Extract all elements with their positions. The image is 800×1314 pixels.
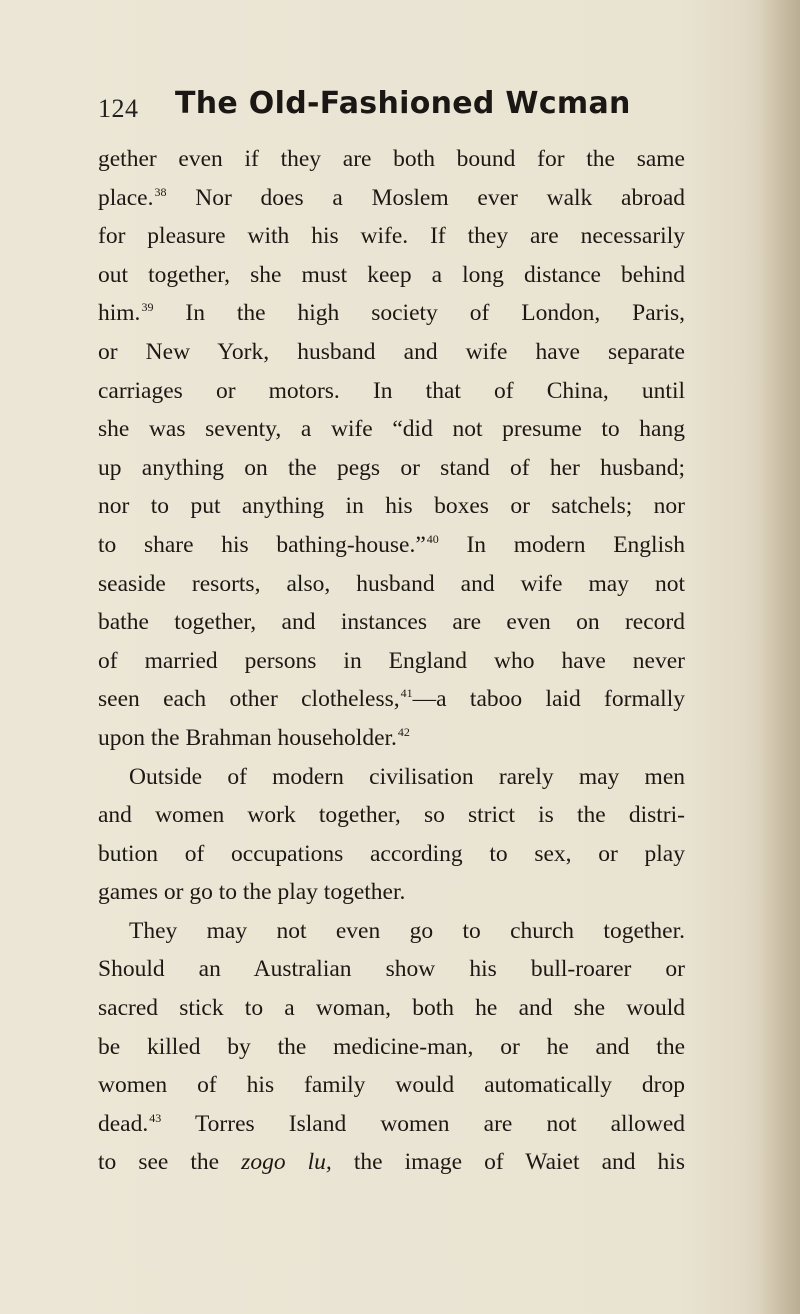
footnote-ref: 42 <box>397 724 410 739</box>
text-line <box>98 179 685 218</box>
text-run: seaside resorts, also, husband and wife may not <box>98 570 685 597</box>
text-run: carriages or motors. In that of China, until <box>98 377 685 404</box>
page-gutter-shadow <box>760 0 800 1314</box>
text-run: up anything on the pegs or stand of her husband; <box>98 454 685 481</box>
text-line <box>98 449 685 488</box>
text-line <box>98 642 685 681</box>
text-line <box>98 1105 685 1144</box>
text-run: and women work together, so strict is the distri- <box>98 802 685 829</box>
text-line <box>98 487 685 526</box>
text-run: In the high society of London, Paris, <box>153 300 685 327</box>
text-line <box>98 719 685 758</box>
text-line <box>98 526 685 565</box>
text-run: be killed by the medicine-man, or he and the <box>98 1033 685 1060</box>
text-run: Outside of modern civilisation rarely may men <box>129 763 685 790</box>
page-header <box>98 86 631 126</box>
text-run: for pleasure with his wife. If they are necessarily <box>98 223 685 250</box>
text-line <box>98 294 685 333</box>
text-line <box>98 680 685 719</box>
running-head: The Old-Fashioned Wcman <box>175 86 631 121</box>
text-line <box>98 256 685 295</box>
text-line <box>98 603 685 642</box>
text-run: Torres Island women are not allowed <box>161 1110 685 1137</box>
text-run: women of his family would automatically drop <box>98 1072 685 1099</box>
text-run: of married persons in England who have never <box>98 647 685 674</box>
text-run: or New York, husband and wife have separate <box>98 338 685 365</box>
text-run: games or go to the play together. <box>98 879 406 906</box>
text-run: upon the Brahman householder. <box>98 724 397 751</box>
text-line <box>98 372 685 411</box>
text-run: sacred stick to a woman, both he and she would <box>98 995 685 1022</box>
footnote-ref: 40 <box>426 531 439 546</box>
text-run: bathe together, and instances are even on record <box>98 609 685 636</box>
text-run: Should an Australian show his bull-roarer or <box>98 956 685 983</box>
text-run: to see the <box>98 1149 242 1176</box>
text-line <box>98 912 685 951</box>
text-run: They may not even go to church together. <box>129 917 685 944</box>
text-line <box>98 1066 685 1105</box>
text-run: seen each other clotheless, <box>98 686 400 713</box>
text-line <box>98 217 685 256</box>
text-line <box>98 873 685 912</box>
footnote-ref: 41 <box>400 686 413 701</box>
footnote-ref: 39 <box>141 300 154 315</box>
body-text <box>98 140 685 1182</box>
text-line <box>98 758 685 797</box>
text-line <box>98 333 685 372</box>
text-run: —a taboo laid formally <box>412 686 685 713</box>
text-run: gether even if they are both bound for the same <box>98 146 685 172</box>
text-run: him. <box>98 300 141 327</box>
text-run: the image of Waiet and his <box>331 1149 685 1176</box>
footnote-ref: 38 <box>154 184 167 199</box>
text-line <box>98 1028 685 1067</box>
text-run: In modern English <box>438 531 685 558</box>
text-run: place. <box>98 184 154 211</box>
text-line <box>98 989 685 1028</box>
footnote-ref: 43 <box>149 1110 162 1125</box>
text-run: Nor does a Moslem ever walk abroad <box>166 184 685 211</box>
italic-term: zogo lu, <box>241 1149 332 1176</box>
text-line <box>98 140 685 179</box>
text-run: out together, she must keep a long distance behind <box>98 261 685 288</box>
text-run: dead. <box>98 1110 149 1137</box>
text-run: she was seventy, a wife “did not presume to hang <box>98 416 685 443</box>
text-run: nor to put anything in his boxes or satchels; nor <box>98 493 685 520</box>
text-line <box>98 410 685 449</box>
text-run: to share his bathing-house.” <box>98 531 426 558</box>
text-run: bution of occupations according to sex, or play <box>98 840 685 867</box>
text-line <box>98 835 685 874</box>
text-line <box>98 565 685 604</box>
text-line <box>98 950 685 989</box>
text-line <box>98 796 685 835</box>
text-line <box>98 1143 685 1182</box>
page-number: 124 <box>98 94 139 123</box>
